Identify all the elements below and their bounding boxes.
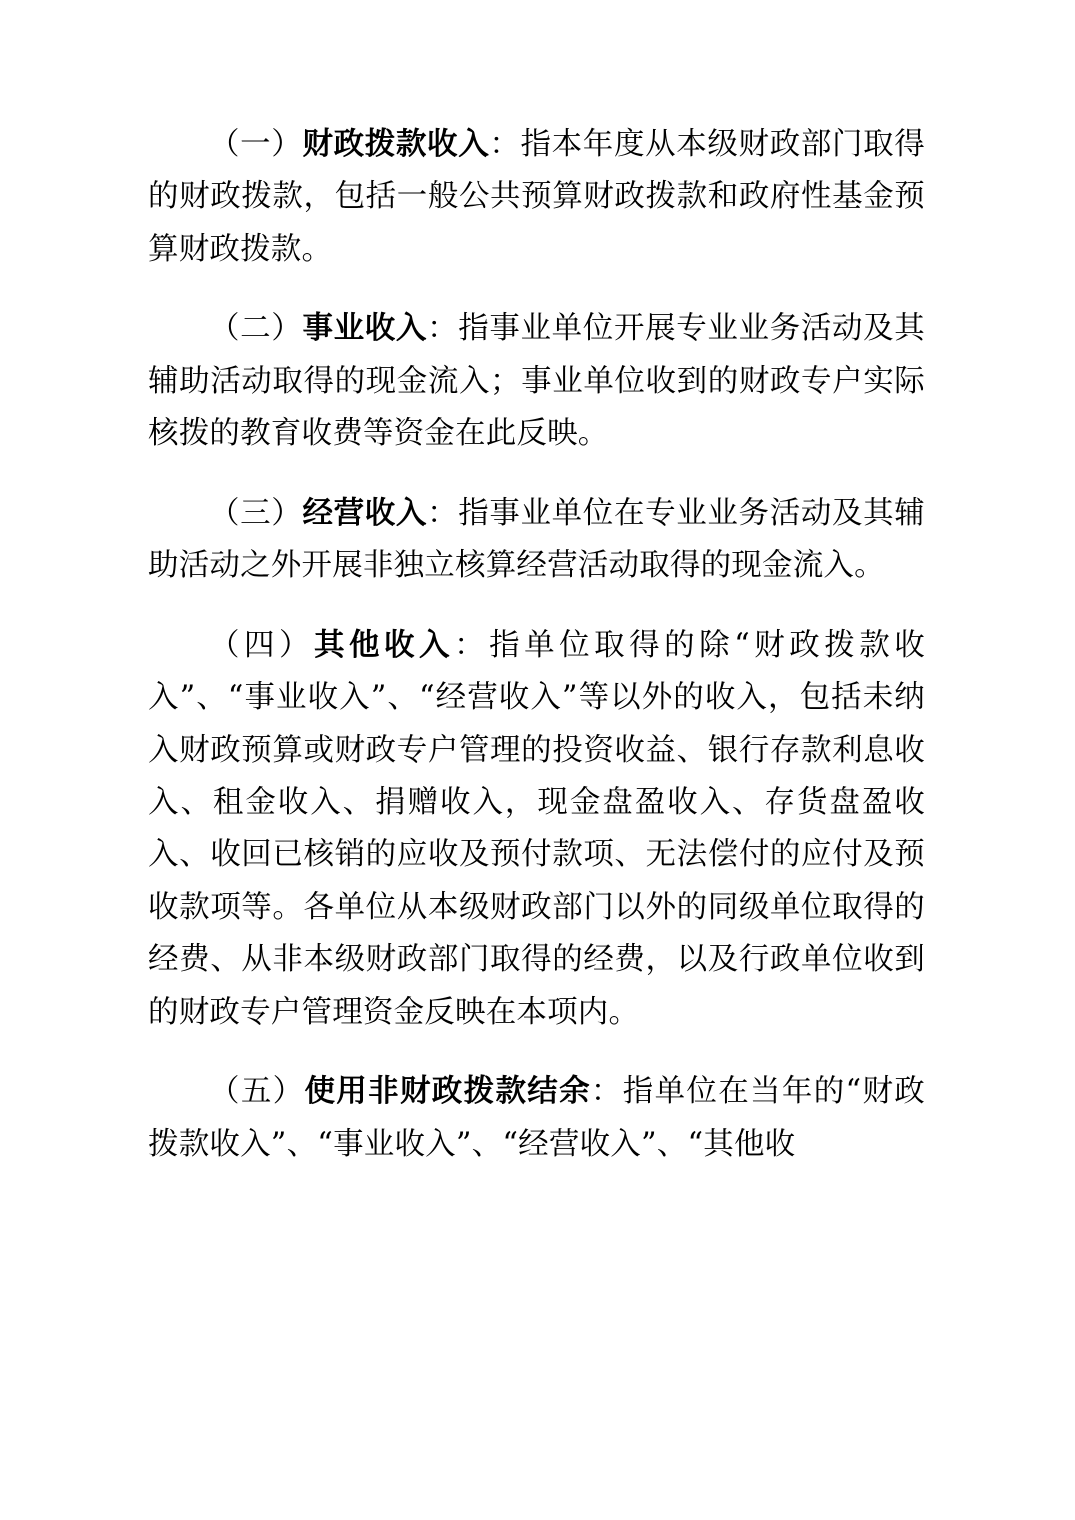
paragraph-2-text: ：指事业单位开展专业业务活动及其辅助活动取得的现金流入；事业单位收到的财政专户实际核拨的教育收费等资金在此反映。	[148, 311, 925, 452]
document-body	[148, 118, 925, 1171]
paragraph-1	[148, 118, 925, 276]
paragraph-2-heading: 事业收入	[302, 310, 428, 347]
paragraph-4-heading: 其他收入	[314, 626, 455, 663]
paragraph-5-number: （五）	[209, 1074, 305, 1110]
paragraph-1-number: （一）	[209, 127, 303, 162]
paragraph-5	[148, 1065, 925, 1171]
paragraph-4-number: （四）	[209, 627, 315, 663]
paragraph-2	[148, 302, 925, 460]
paragraph-5-heading: 使用非财政拨款结余	[304, 1073, 591, 1110]
paragraph-2-number: （二）	[209, 311, 303, 347]
paragraph-4	[148, 619, 925, 1040]
paragraph-5-text: ：指单位在当年的“财政拨款收入”、“事业收入”、“经营收入”、“其他收	[148, 1074, 925, 1162]
paragraph-3	[148, 487, 925, 593]
paragraph-3-number: （三）	[209, 495, 303, 531]
paragraph-3-text: ：指事业单位在专业业务活动及其辅助活动之外开展非独立核算经营活动取得的现金流入。	[148, 495, 925, 584]
paragraph-3-heading: 经营收入	[302, 494, 428, 531]
paragraph-1-heading: 财政拨款收入	[302, 126, 490, 162]
paragraph-4-text: ：指单位取得的除“财政拨款收入”、“事业收入”、“经营收入”等以外的收入，包括未纳入财政预算或财政专户管理的投资收益、银行存款利息收入、租金收入、捐赠收入，现金盘盈收入、存货盘盈收入、收回已核销的应收及预付款项、无法偿付的应付及预收款项等。各单位从本级财政部门以外的同级单位取得的经费、从非本级财政部门取得的经费，以及行政单位收到的财政专户管理资金反映在本项内。	[148, 627, 925, 1030]
paragraph-1-text: ：指本年度从本级财政部门取得的财政拨款，包括一般公共预算财政拨款和政府性基金预算财政拨款。	[148, 127, 925, 267]
